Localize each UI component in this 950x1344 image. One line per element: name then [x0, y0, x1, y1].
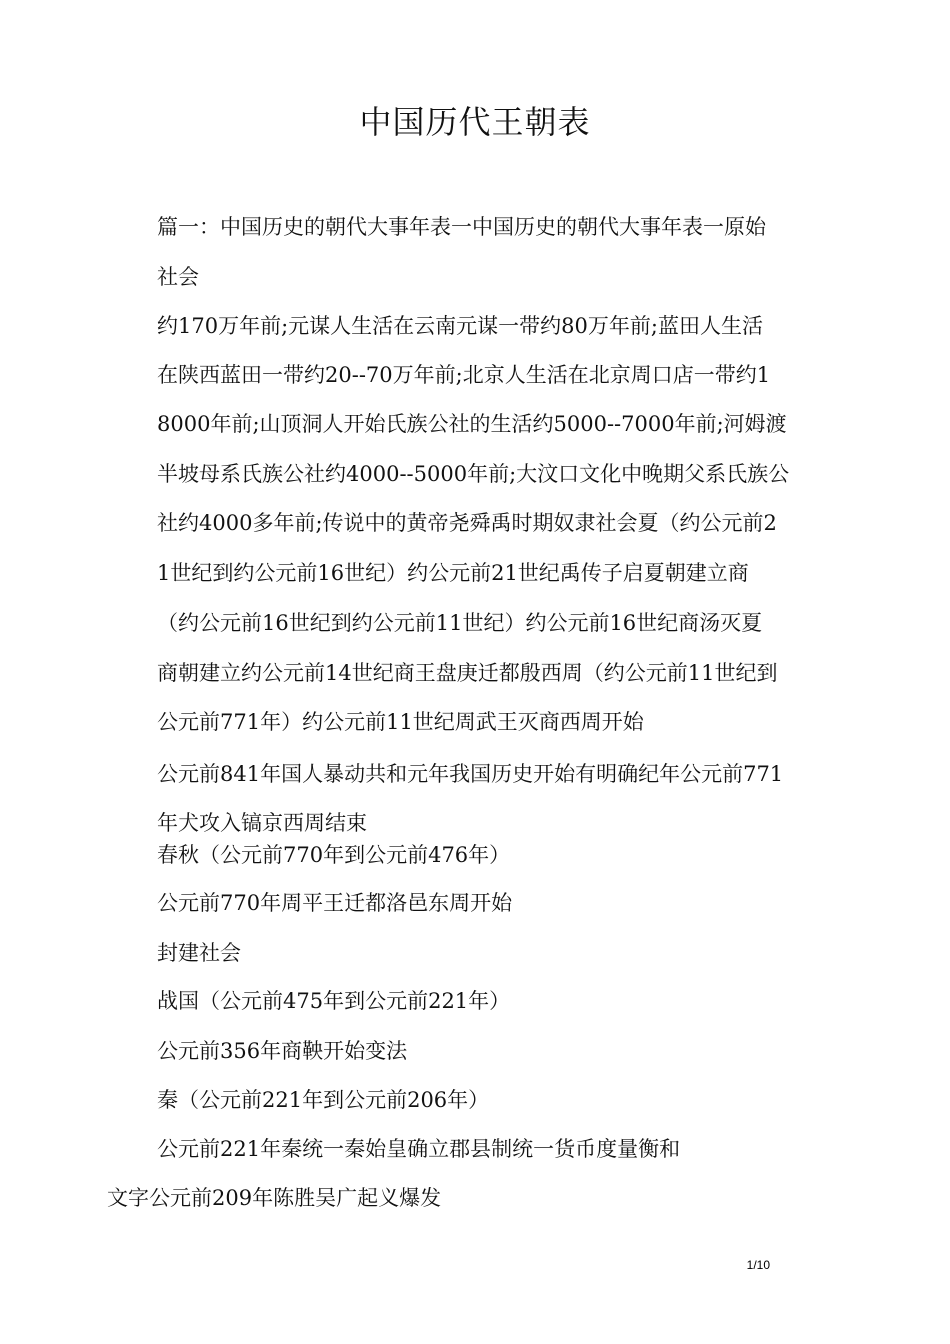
text-line: 文字公元前209年陈胜吴广起义爆发 [107, 1186, 442, 1210]
text-line: 年犬攻入镐京西周结束 [157, 811, 367, 835]
text-line: 约170万年前;元谋人生活在云南元谋一带约80万年前;蓝田人生活 [157, 314, 763, 338]
text-line: 秦（公元前221年到公元前206年） [157, 1088, 490, 1112]
text-line: 篇一：中国历史的朝代大事年表一中国历史的朝代大事年表一原始 [157, 215, 766, 239]
document-title: 中国历代王朝表 [359, 103, 591, 141]
text-line: 商朝建立约公元前14世纪商王盘庚迁都殷西周（约公元前11世纪到 [157, 661, 778, 685]
text-line: 公元前841年国人暴动共和元年我国历史开始有明确纪年公元前771 [157, 762, 784, 786]
section-heading: 封建社会 [157, 941, 241, 965]
text-line: 春秋（公元前770年到公元前476年） [157, 843, 511, 867]
text-line: 在陕西蓝田一带约20--70万年前;北京人生活在北京周口店一带约1 [157, 363, 771, 387]
text-line: 公元前221年秦统一秦始皇确立郡县制统一货币度量衡和 [157, 1137, 681, 1161]
text-line: 半坡母系氏族公社约4000--5000年前;大汶口文化中晚期父系氏族公 [157, 462, 790, 486]
page-number: 1/10 [746, 1258, 770, 1272]
text-line: 1世纪到约公元前16世纪）约公元前21世纪禹传子启夏朝建立商 [157, 561, 749, 585]
text-line: 社约4000多年前;传说中的黄帝尧舜禹时期奴隶社会夏（约公元前2 [157, 511, 777, 535]
text-line: 公元前770年周平王迁都洛邑东周开始 [157, 891, 513, 915]
text-line: 8000年前;山顶洞人开始氏族公社的生活约5000--7000年前;河姆渡 [157, 412, 787, 436]
text-line: 社会 [157, 265, 199, 289]
text-line: 公元前771年）约公元前11世纪周武王灭商西周开始 [157, 710, 644, 734]
text-line: （约公元前16世纪到约公元前11世纪）约公元前16世纪商汤灭夏 [157, 611, 763, 635]
text-line: 公元前356年商鞅开始变法 [157, 1039, 408, 1063]
text-line: 战国（公元前475年到公元前221年） [157, 989, 511, 1013]
